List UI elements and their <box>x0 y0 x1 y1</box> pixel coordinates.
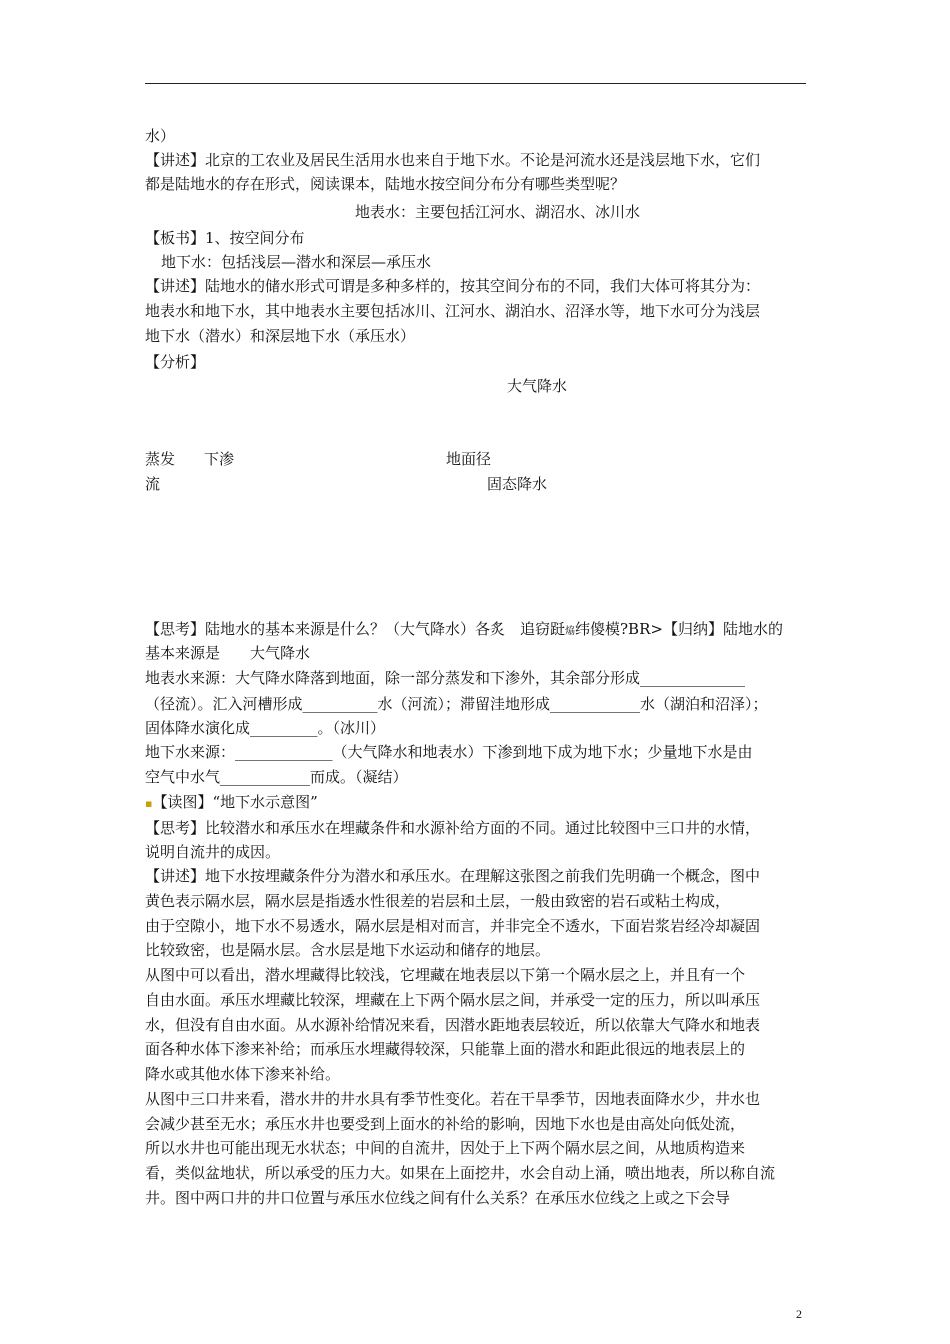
text-line: 地下水（潜水）和深层地下水（承压水） <box>145 327 416 345</box>
text-line: 地表水来源：大气降水降落到地面，除一部分蒸发和下渗外，其余部分形成______________ <box>145 669 746 687</box>
text-line <box>145 792 810 814</box>
text-line: （径流）。汇入河槽形成__________水（河流）；滞留洼地形成____________水（湖泊和沼泽）； <box>145 695 768 713</box>
text-line: 【讲述】北京的工农业及居民生活用水也来自于地下水。不论是河流水还是浅层地下水，它们 <box>145 151 761 169</box>
text-line: 从图中可以看出，潜水埋藏得比较浅，它埋藏在地表层以下第一个隔水层之上，并且有一个 <box>145 966 746 984</box>
text-line: 由于空隙小，地下水不易透水，隔水层是相对而言，并非完全不透水，下面岩浆岩经冷却凝固 <box>145 917 761 935</box>
text-line: 【讲述】地下水按埋藏条件分为潜水和承压水。在理解这张图之前我们先明确一个概念，图中 <box>145 867 761 885</box>
text-line: 地下水：包括浅层—潜水和深层—承压水 <box>161 253 432 271</box>
text-line: 水） <box>145 127 176 145</box>
page-number: 2 <box>796 1307 802 1321</box>
text-line: 所以水井也可能出现无水状态；中间的自流井，因处于上下两个隔水层之间，从地质构造来 <box>145 1139 746 1157</box>
diagram-label-evaporation: 蒸发 <box>145 450 176 468</box>
bullet-mark: ▪ <box>145 797 153 810</box>
text-line: 【思考】比较潜水和承压水在埋藏条件和水源补给方面的不同。通过比较图中三口井的水情， <box>145 819 761 837</box>
text-line: 都是陆地水的存在形式，阅读课本，陆地水按空间分布分有哪些类型呢？ <box>145 175 626 193</box>
text-line: 会减少甚至无水；承压水井也要受到上面水的补给的影响，因地下水也是由高处向低处流， <box>145 1115 746 1133</box>
text-line: 说明自流井的成因。 <box>145 843 281 861</box>
text-line: 【分析】 <box>145 353 206 371</box>
garbled-glyph: 㶸 <box>565 626 576 637</box>
text-line: 面各种水体下渗来补给；而承压水埋藏得较深，只能靠上面的潜水和距此很远的地表层上的 <box>145 1040 746 1058</box>
diagram-label-runoff: 流 <box>145 475 161 493</box>
text-line: 看，类似盆地状，所以承受的压力大。如果在上面挖井，水会自动上涌，喷出地表，所以称自流 <box>145 1164 776 1182</box>
text-line: 水，但没有自由水面。从水源补给情况来看，因潜水距地表层较近，所以依靠大气降水和地表 <box>145 1016 761 1034</box>
text-line: 【讲述】陆地水的储水形式可谓是多种多样的，按其空间分布的不同，我们大体可将其分为： <box>145 277 761 295</box>
text-line: 自由水面。承压水埋藏比较深，埋藏在上下两个隔水层之间，并承受一定的压力，所以叫承压 <box>145 991 761 1009</box>
text-fragment: 【思考】陆地水的基本来源是什么？（大气降水）各炙 追窃跹 <box>145 620 566 638</box>
text-line: 黄色表示隔水层，隔水层是指透水性很差的岩层和土层，一般由致密的岩石或粘土构成， <box>145 892 731 910</box>
header-rule <box>145 83 806 84</box>
text-line: 固体降水演化成_________。（冰川） <box>145 719 386 737</box>
text-line: 地下水来源：_____________（大气降水和地表水）下渗到地下成为地下水；少量地下水是由 <box>145 743 753 761</box>
text-line: 地表水：主要包括江河水、湖沼水、冰川水 <box>355 203 641 221</box>
text-line: 降水或其他水体下渗来补给。 <box>145 1065 341 1083</box>
text-line: 井。图中两口井的井口位置与承压水位线之间有什么关系？在承压水位线之上或之下会导 <box>145 1189 731 1207</box>
diagram-label-solid-precipitation: 固态降水 <box>487 475 548 493</box>
text-line: 空气中水气____________而成。（凝结） <box>145 768 408 786</box>
text-fragment: 纬傻模?BR>【归纳】陆地水的 <box>575 620 783 638</box>
text-line <box>145 619 810 642</box>
text-line: 基本来源是 大气降水 <box>145 644 311 662</box>
diagram-label-precipitation: 大气降水 <box>507 377 568 395</box>
text-line: 比较致密，也是隔水层。含水层是地下水运动和储存的地层。 <box>145 941 551 959</box>
text-fragment: 【读图】“地下水示意图” <box>152 793 318 811</box>
diagram-label-surface-runoff: 地面径 <box>446 450 492 468</box>
text-line: 【板书】1、按空间分布 <box>145 229 305 247</box>
text-line: 地表水和地下水，其中地表水主要包括冰川、江河水、湖泊水、沼泽水等，地下水可分为浅层 <box>145 302 761 320</box>
text-line: 从图中三口井来看，潜水井的井水具有季节性变化。若在干旱季节，因地表面降水少，井水也 <box>145 1090 761 1108</box>
diagram-label-infiltration: 下渗 <box>204 450 235 468</box>
